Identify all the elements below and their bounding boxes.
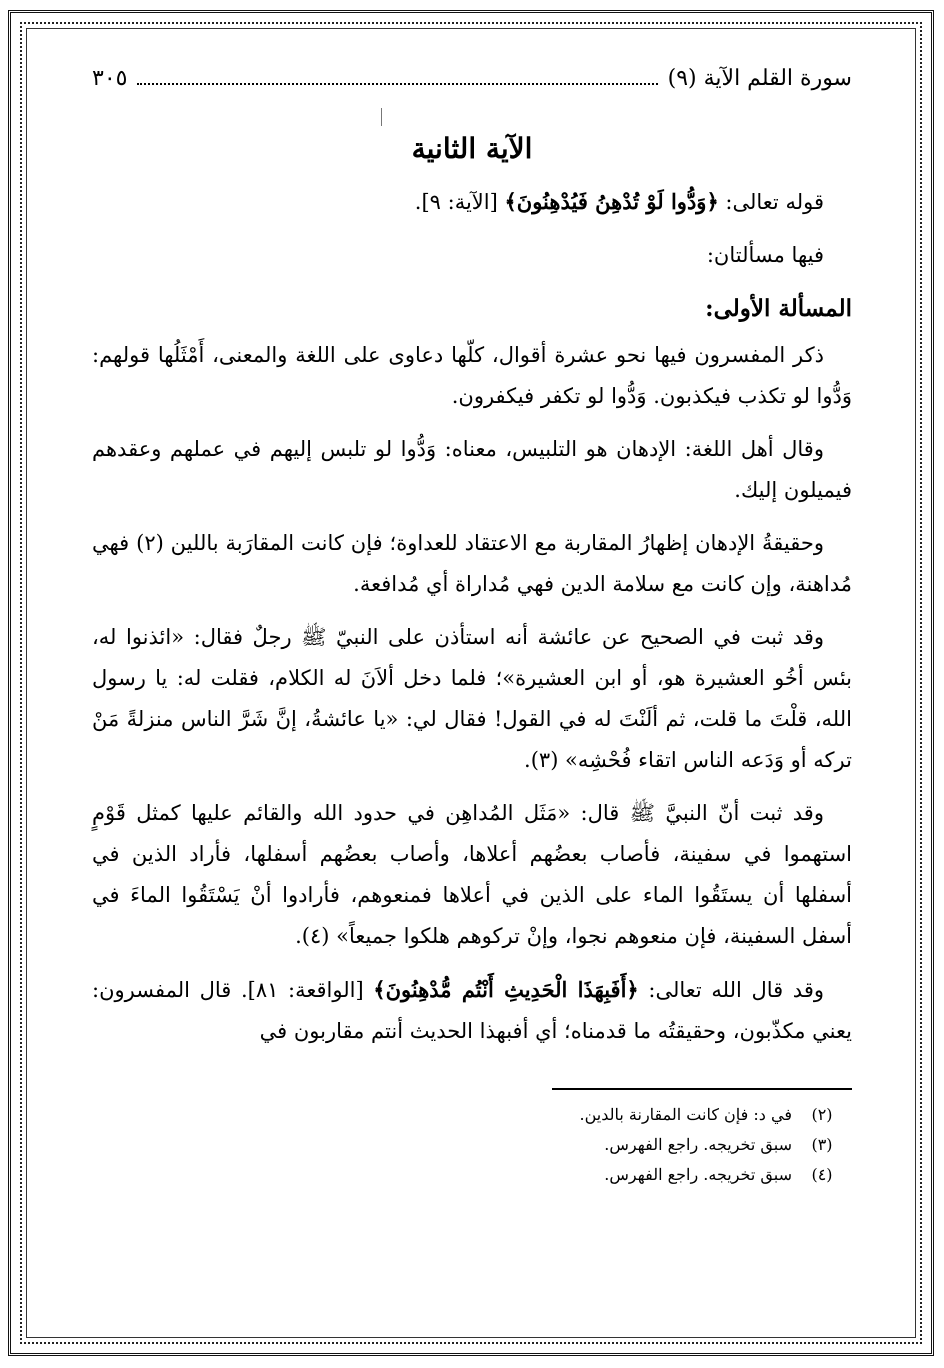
last-paragraph: [92, 969, 852, 1052]
footnote-text: سبق تخريجه. راجع الفهرس.: [604, 1165, 792, 1184]
verse-reference: [الآية: ٩].: [414, 190, 505, 214]
intro-line: [92, 181, 852, 223]
running-title: سورة القلم الآية (٩): [667, 66, 852, 91]
intro-text: قوله تعالى:: [718, 190, 824, 214]
leader-dots: [137, 83, 657, 85]
footnote-number: (٢): [811, 1105, 833, 1124]
footnote-separator: [552, 1088, 852, 1090]
paragraph: وقد ثبت أنّ النبيَّ ﷺ قال: «مَثَل المُداهِن في حدود الله والقائم عليها كمثل قَوْمٍ استهموا في سفينة، فأصاب بعضُهم أعلاها، وأصاب بعضُهم أسفلها، فأراد الذين في أسفلها أن يستَقُوا الماء على الذين في أعلاها فمنعوهم، فأرادوا أنْ يَسْتَقُوا الماءَ في أسفل السفينة، فإن منعوهم نجوا، وإنْ تركوهم هلكوا جميعاً» (٤).: [92, 801, 852, 948]
footnote: [92, 1130, 852, 1160]
footnote: [92, 1100, 852, 1130]
section-title: الآية الثانية: [411, 132, 533, 165]
paragraph: وقد ثبت في الصحيح عن عائشة أنه استأذن على النبيّ ﷺ رجلٌ فقال: «ائذنوا له، بئس أخُو العشيرة هو، أو ابن العشيرة»؛ فلما دخل ألاَنَ له الكلام، فقلت له: يا رسول الله، قلْتَ ما قلت، ثم ألَنْتَ له في القول! فقال لي: «يا عائشةُ، إنَّ شَرَّ الناس منزلةً مَنْ تركه أو وَدَعه الناس اتقاء فُحْشِه» (٣).: [92, 625, 852, 772]
paragraph: وحقيقةُ الإدهان إظهارُ المقاربة مع الاعتقاد للعداوة؛ فإن كانت المقارَبة باللين (٢) فهي مُداهنة، وإن كانت مع سلامة الدين فهي مُداراة أي مُدافعة.: [92, 531, 852, 596]
paragraph: ذكر المفسرون فيها نحو عشرة أقوال، كلّها دعاوى على اللغة والمعنى، أَمْثَلُها قولهم: وَدُّوا لو تكذب فيكذبون. وَدُّوا لو تكفر فيكفرون.: [92, 343, 852, 408]
paragraph: وقال أهل اللغة: الإدهان هو التلبيس، معناه: وَدُّوا لو تلبس إليهم في عملهم وعقدهم فيميلون إليك.: [92, 437, 852, 502]
running-head: [92, 66, 852, 106]
quran-verse: ﴿أَفَبِهَذَا الْحَدِيثِ أَنْتُم مُّدْهِنُونَ﴾: [373, 977, 639, 1002]
footnote-number: (٣): [811, 1135, 833, 1154]
last-paragraph-text: وقد قال الله تعالى:: [638, 978, 824, 1002]
footnote-text: في د: فإن كانت المقارنة بالدين.: [579, 1105, 792, 1124]
footnote-number: (٤): [811, 1165, 833, 1184]
footnote-text: سبق تخريجه. راجع الفهرس.: [604, 1135, 792, 1154]
last-paragraph-rest: [الواقعة: ٨١]. قال المفسرون: يعني مكذّبون، وحقيقتُه ما قدمناه؛ أي أفبهذا الحديث أنتم مقاربون في: [92, 978, 852, 1043]
quran-verse: ﴿وَدُّوا لَوْ تُدْهِنُ فَيُدْهِنُونَ﴾: [504, 189, 719, 214]
questions-line: فيها مسألتان:: [706, 243, 824, 267]
issue-heading: المسألة الأولى:: [705, 295, 852, 322]
book-page: [92, 66, 852, 1190]
footnote: [92, 1160, 852, 1190]
page-number: ٣٠٥: [92, 66, 128, 91]
